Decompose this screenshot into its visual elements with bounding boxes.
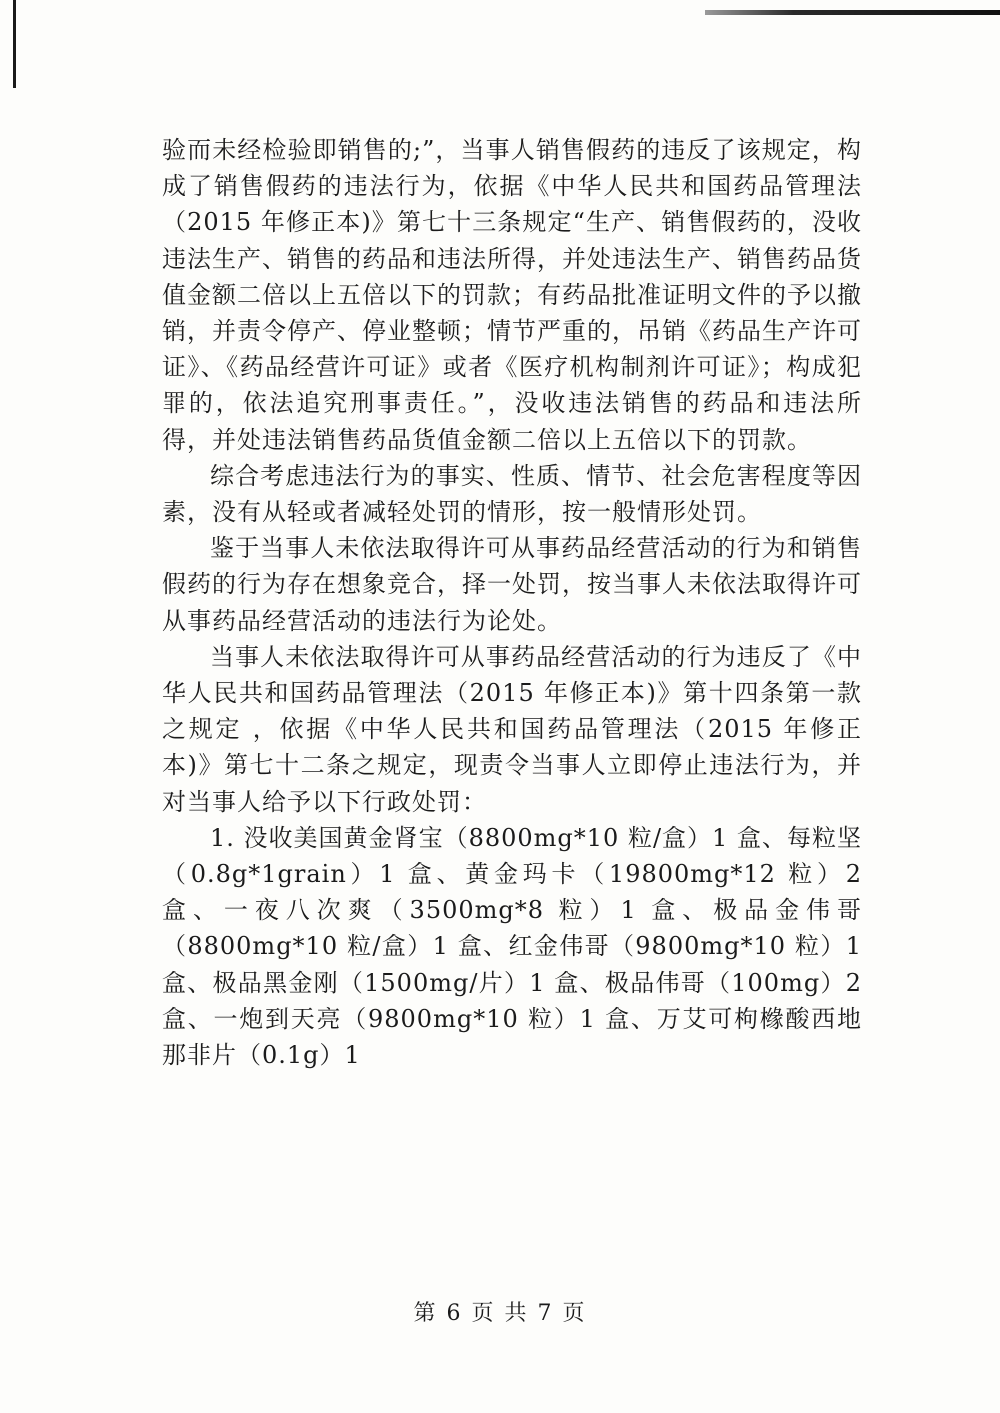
scan-edge-mark (13, 0, 16, 88)
paragraph-concurrence: 鉴于当事人未依法取得许可从事药品经营活动的行为和销售假药的行为存在想象竞合，择一处罚，按当事人未依法取得许可从事药品经营活动的违法行为论处。 (162, 534, 862, 635)
paragraph-continuation: 验而未经检验即销售的;”，当事人销售假药的违反了该规定，构成了销售假药的违法行为，依据《中华人民共和国药品管理法（2015 年修正本)》第七十三条规定“生产、销售假药的，没收违法生产、销售的药品和违法所得，并处违法生产、销售药品货值金额二倍以上五倍以下的罚款；有药品批准证明文件的予以撤销，并责令停产、停业整顿；情节严重的，吊销《药品生产许可证》、《药品经营许可证》或者《医疗机构制剂许可证》；构成犯罪的，依法追究刑事责任。”，没收违法销售的药品和违法所得，并处违法销售药品货值金额二倍以上五倍以下的罚款。 (162, 136, 862, 454)
page-number-footer: 第 6 页 共 7 页 (413, 1301, 587, 1326)
paragraph-penalty-item-1: 1. 没收美国黄金肾宝（8800mg*10 粒/盒）1 盒、每粒坚（0.8g*1grain）1 盒、黄金玛卡（19800mg*12 粒）2 盒、一夜八次爽（3500mg*8 粒）1 盒、极品金伟哥（8800mg*10 粒/盒）1 盒、红金伟哥（9800mg*10 粒）1 盒、极品黑金刚（1500mg/片）1 盒、极品伟哥（100mg）2 盒、一炮到天亮（9800mg*10 粒）1 盒、万艾可枸橼酸西地那非片（0.1g）1 (162, 823, 862, 1070)
paragraph-consideration: 综合考虑违法行为的事实、性质、情节、社会危害程度等因素，没有从轻或者减轻处罚的情形，按一般情形处罚。 (162, 461, 862, 527)
paragraph-penalty-basis: 当事人未依法取得许可从事药品经营活动的行为违反了《中华人民共和国药品管理法（2015 年修正本)》第十四条第一款之规定 ，依据《中华人民共和国药品管理法（2015 年修正本)》第七十二条之规定，现责令当事人立即停止违法行为，并对当事人给予以下行政处罚： (162, 642, 862, 816)
document-body (162, 132, 862, 1073)
scan-edge-mark (705, 10, 1000, 15)
